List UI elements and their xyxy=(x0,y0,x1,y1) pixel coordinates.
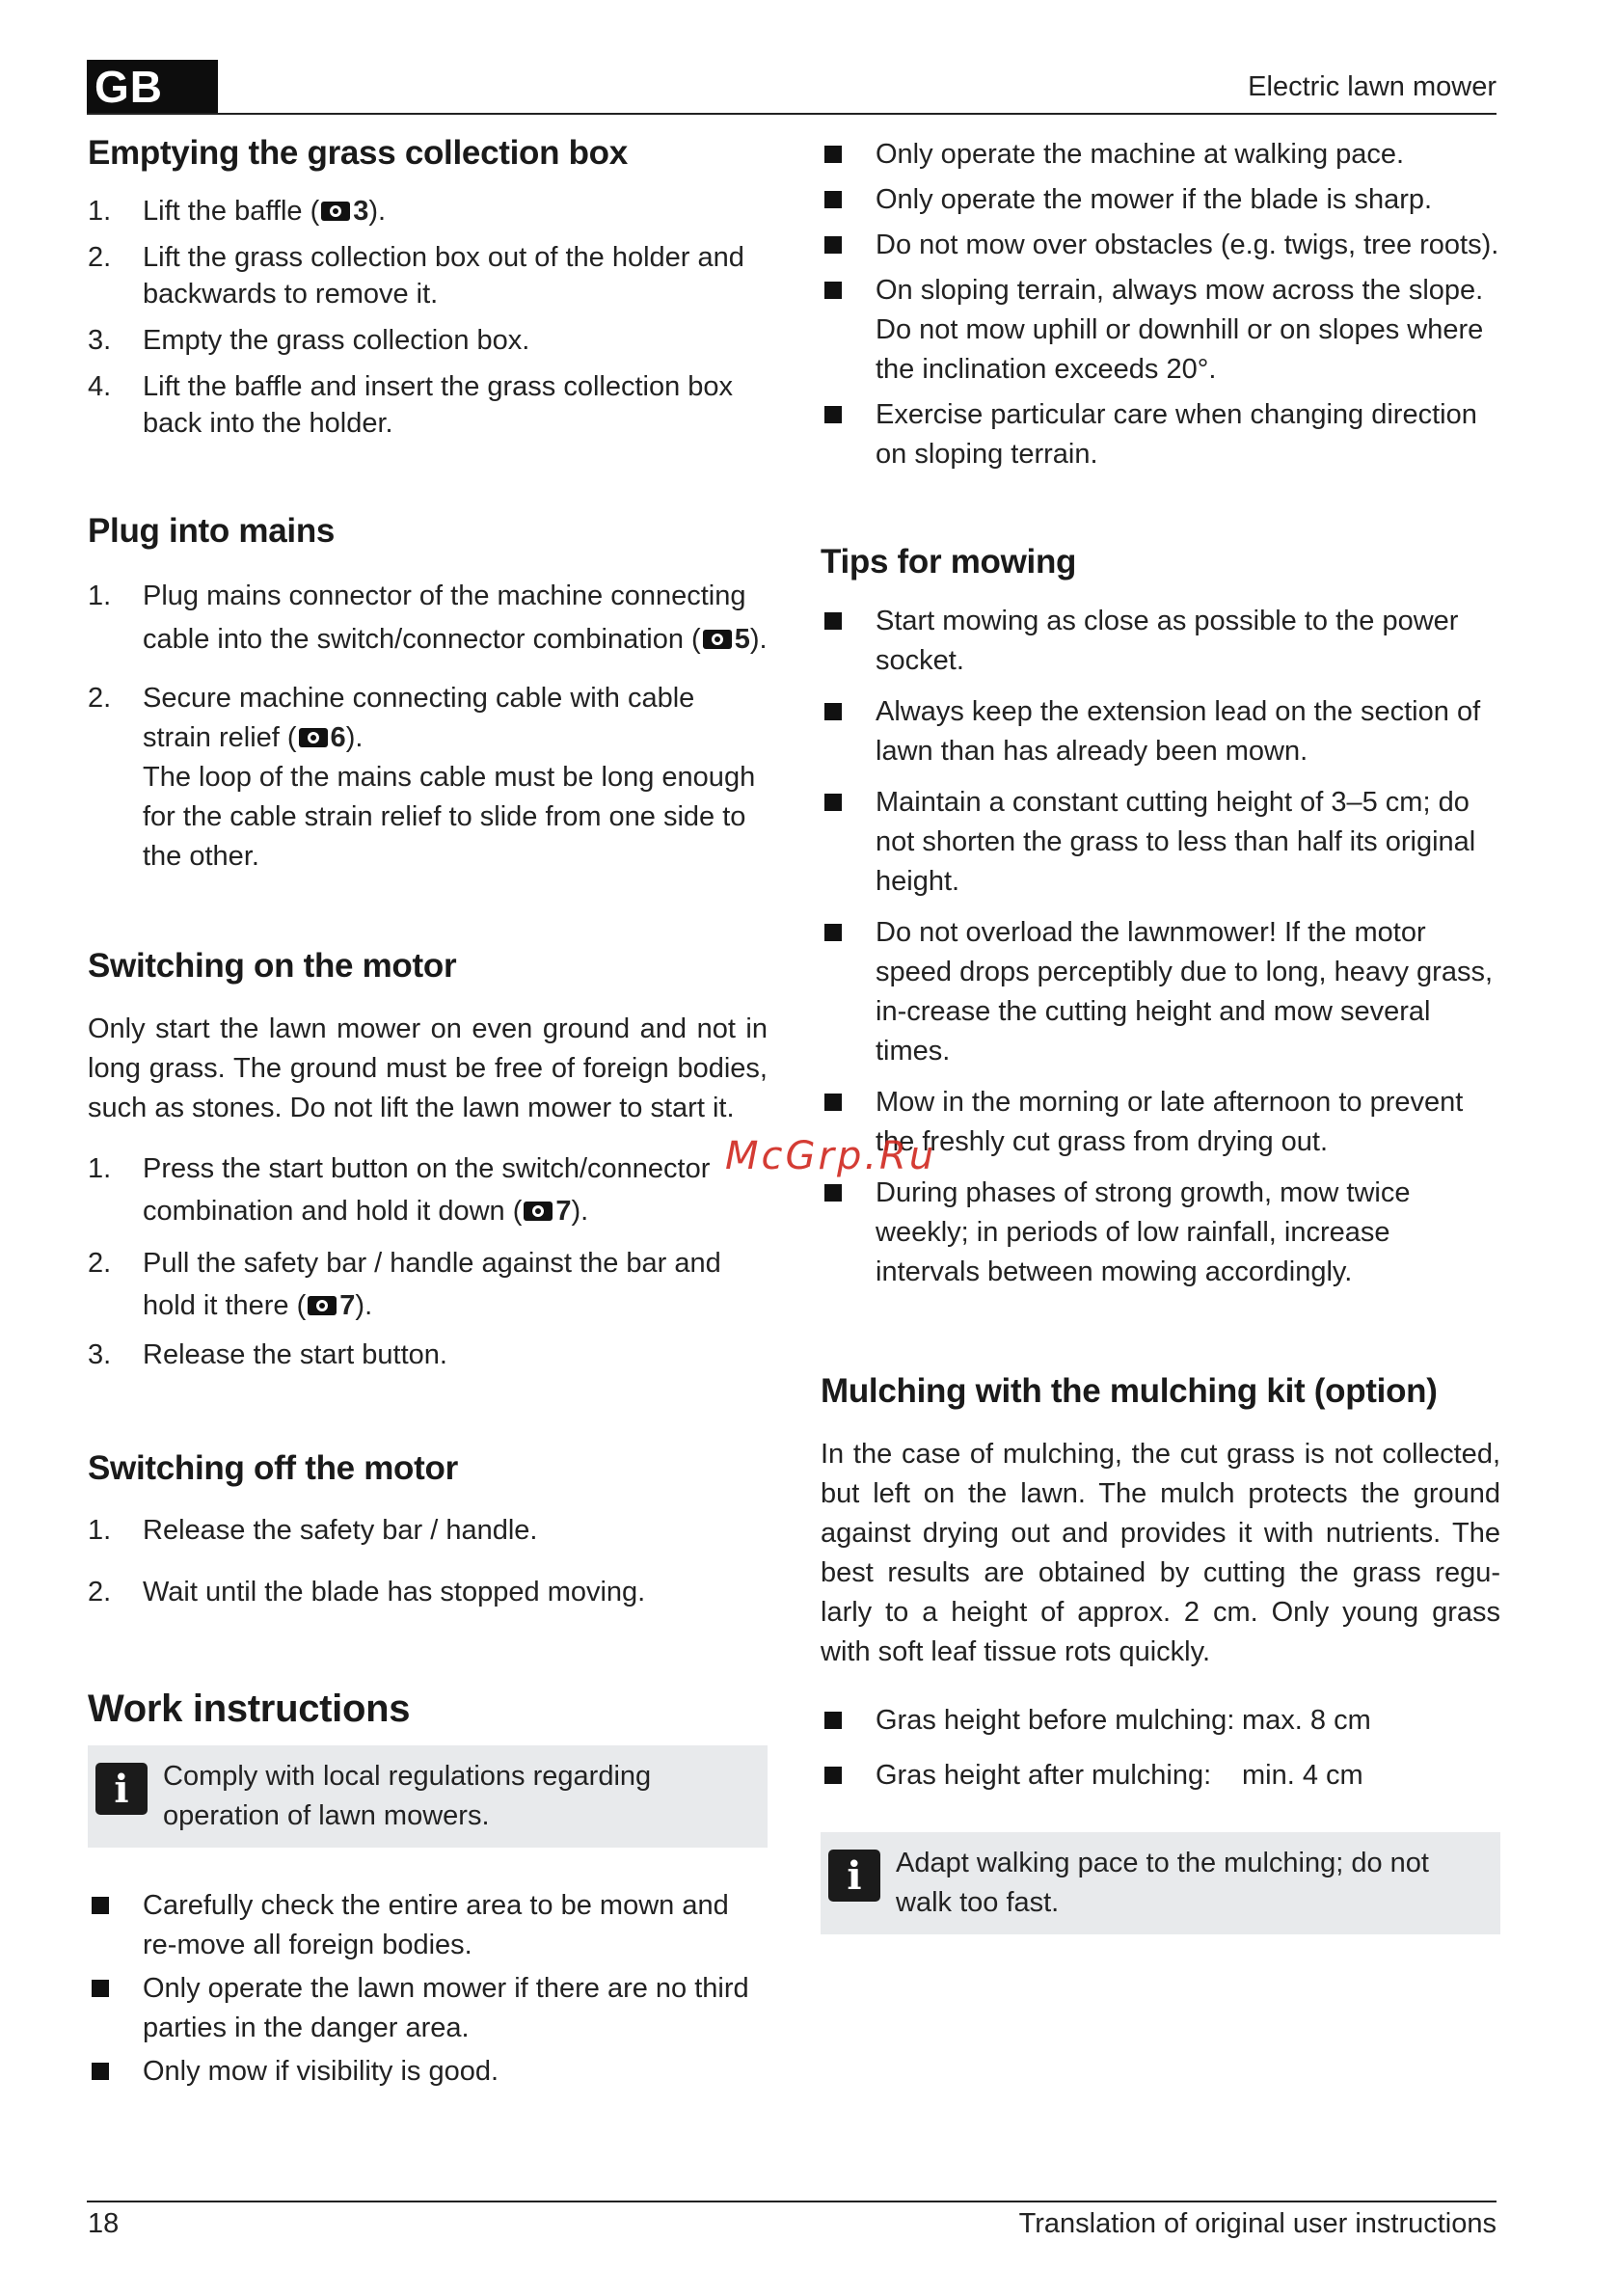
footer-text: Translation of original user instructions xyxy=(1018,2208,1497,2239)
list-item: Carefully check the entire area to be mown and re-move all foreign bodies. xyxy=(88,1886,768,1965)
list-item: Always keep the extension lead on the section of lawn than has already been mown. xyxy=(821,692,1500,771)
left-column xyxy=(88,133,768,2092)
section-title-switch-on: Switching on the motor xyxy=(88,947,457,985)
list-item: 2. Wait until the blade has stopped moving. xyxy=(88,1577,646,1607)
list-item: Only operate the machine at walking pace. xyxy=(821,135,1500,175)
info-box-mulching: i Adapt walking pace to the mulching; do not walk too fast. xyxy=(821,1832,1500,1934)
list-item: 2. Lift the grass collection box out of the holder and backwards to remove it. xyxy=(88,242,744,310)
header-title: Electric lawn mower xyxy=(1248,71,1497,102)
info-box-regulations: i Comply with local regulations regarding operation of lawn mowers. xyxy=(88,1745,768,1848)
switch-off-steps xyxy=(88,1512,768,1610)
list-item: Gras height before mulching: max. 8 cm xyxy=(821,1701,1500,1741)
info-icon: i xyxy=(95,1763,148,1815)
emptying-steps xyxy=(88,193,768,442)
section-title-emptying: Emptying the grass collection box xyxy=(88,134,628,172)
tips-bullets xyxy=(821,602,1500,1292)
list-item: Exercise particular care when changing direction on sloping terrain. xyxy=(821,395,1500,474)
section-title-work: Work instructions xyxy=(88,1688,411,1730)
list-item: Mow in the morning or late afternoon to prevent the freshly cut grass from drying out. xyxy=(821,1083,1500,1162)
list-item: Maintain a constant cutting height of 3–5 cm; do not shorten the grass to less than half its original height. xyxy=(821,783,1500,902)
section-title-switch-off: Switching off the motor xyxy=(88,1449,458,1487)
list-item: 1. Release the safety bar / handle. xyxy=(88,1515,538,1546)
list-item: 1. Plug mains connector of the machine connecting cable into the switch/connector combination ( 5). xyxy=(88,581,768,655)
work-bullets xyxy=(88,1886,768,2092)
camera-icon xyxy=(703,630,732,649)
mulching-specs xyxy=(821,1701,1500,1796)
list-item: 1. Lift the baffle ( 3). xyxy=(88,196,387,227)
list-item: 2. Pull the safety bar / handle against the bar and hold it there ( 7). xyxy=(88,1248,721,1321)
list-item: Gras height after mulching: min. 4 cm xyxy=(821,1756,1500,1796)
switch-on-steps xyxy=(88,1148,768,1373)
language-tag: GB xyxy=(87,60,218,114)
header-divider xyxy=(87,113,1497,115)
right-column xyxy=(821,135,1500,1934)
list-item: 4. Lift the baffle and insert the grass collection box back into the holder. xyxy=(88,371,734,439)
work-bullets-continued xyxy=(821,135,1500,474)
watermark: McGrp.Ru xyxy=(725,1134,937,1178)
list-item: 3. Release the start button. xyxy=(88,1339,447,1370)
list-item: During phases of strong growth, mow twice weekly; in periods of low rainfall, increase intervals between mowing accordingly. xyxy=(821,1174,1500,1292)
list-item: 1. Press the start button on the switch/connector combination and hold it down ( 7). xyxy=(88,1153,711,1227)
list-item: Do not overload the lawnmower! If the motor speed drops perceptibly due to long, heavy grass, in-crease the cutting height and mow several times. xyxy=(821,913,1500,1071)
list-item: On sloping terrain, always mow across the slope. Do not mow uphill or downhill or on slopes where the inclination exceeds 20°. xyxy=(821,271,1500,390)
list-item: Do not mow over obstacles (e.g. twigs, tree roots). xyxy=(821,226,1500,265)
list-item: Start mowing as close as possible to the power socket. xyxy=(821,602,1500,681)
section-title-tips: Tips for mowing xyxy=(821,543,1077,581)
list-item: Only operate the lawn mower if there are no third parties in the danger area. xyxy=(88,1969,768,2048)
camera-icon xyxy=(299,728,328,747)
list-item: 3. Empty the grass collection box. xyxy=(88,325,530,356)
info-icon: i xyxy=(828,1850,880,1902)
section-title-mulching: Mulching with the mulching kit (option) xyxy=(821,1372,1438,1410)
section-title-plug: Plug into mains xyxy=(88,512,336,550)
camera-icon xyxy=(321,202,350,221)
camera-icon xyxy=(308,1296,337,1315)
page-number: 18 xyxy=(88,2208,120,2239)
switch-on-intro: Only start the lawn mower on even ground and not in long grass. The ground must be free of foreign bodies, such as stones. Do not lift the lawn mower to start it. xyxy=(88,1013,768,1123)
list-item: Only mow if visibility is good. xyxy=(88,2052,768,2092)
camera-icon xyxy=(524,1202,553,1221)
footer-divider xyxy=(87,2201,1497,2202)
list-item: 2. Secure machine connecting cable with cable strain relief ( 6). The loop of the mains cable must be long enough for the cable strain relief to slide from one side to the other. xyxy=(88,683,756,872)
plug-steps xyxy=(88,575,768,877)
mulching-intro: In the case of mulching, the cut grass is not collected, but left on the lawn. The mulch protects the ground against drying out and provides it with nutrients. The best results are obtained by cutting the grass regu-larly to a height of approx. 2 cm. Only young grass with soft leaf tissue rots quickly. xyxy=(821,1439,1500,1667)
list-item: Only operate the mower if the blade is sharp. xyxy=(821,180,1500,220)
